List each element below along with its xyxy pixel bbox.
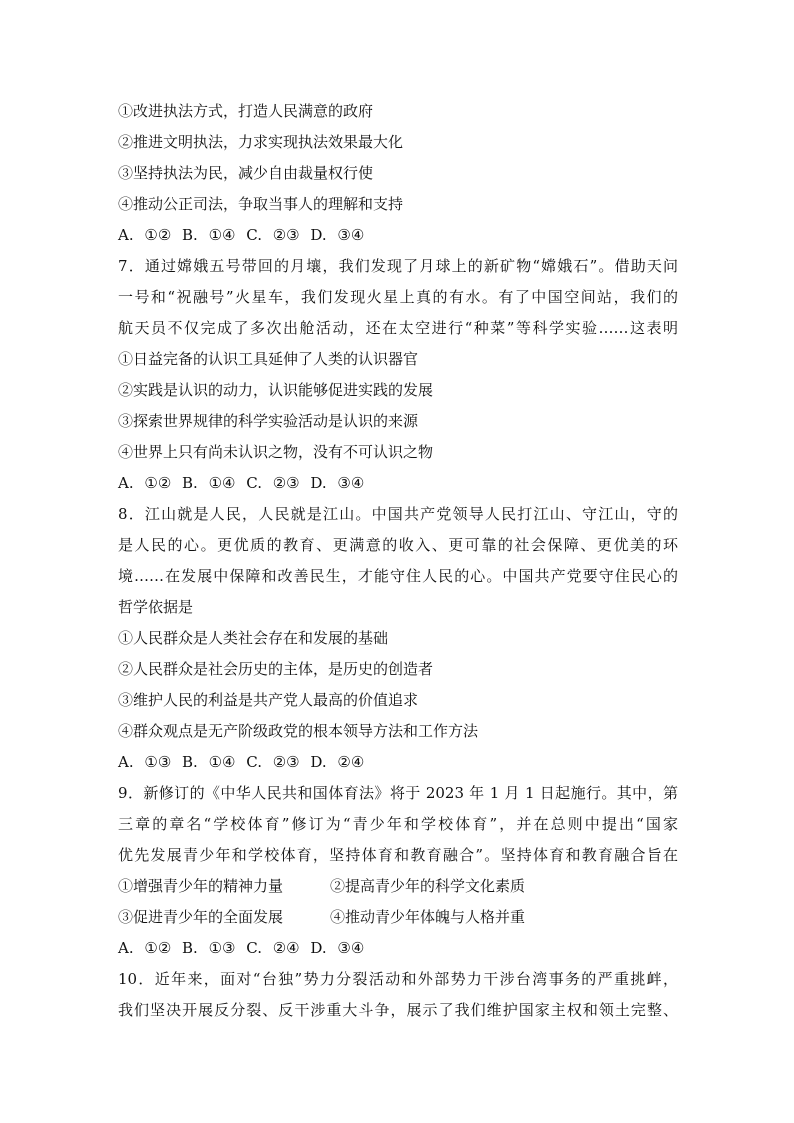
question-6 [118,96,678,251]
option-4: ④群众观点是无产阶级政党的根本领导方法和工作方法 [118,722,479,740]
option-3: ③维护人民的利益是共产党人最高的价值追求 [118,691,419,709]
option-1: ①日益完备的认识工具延伸了人类的认识器官 [118,350,419,368]
option-2: ②提高青少年的科学文化素质 [330,877,526,895]
answer-choices: A. ①② B. ①④ C. ②③ D. ③④ [118,474,365,492]
question-stem-line: 我们坚决开展反分裂、反干涉重大斗争，展示了我们维护国家主权和领土完整、 [118,1001,678,1019]
answer-choices: A. ①③ B. ①④ C. ②③ D. ②④ [118,753,365,771]
question-stem-line: 7．通过嫦娥五号带回的月壤，我们发现了月球上的新矿物“嫦娥石”。借助天问 [118,257,678,275]
question-stem-line: 一号和“祝融号”火星车，我们发现火星上真的有水。有了中国空间站，我们的 [118,288,678,306]
answer-choices: A. ①② B. ①③ C. ②④ D. ③④ [118,939,365,957]
option-2: ②实践是认识的动力，认识能够促进实践的发展 [118,381,434,399]
option-4: ④世界上只有尚未认识之物，没有不可认识之物 [118,443,434,461]
option-2: ②推进文明执法，力求实现执法效果最大化 [118,133,404,151]
answer-choices: A. ①② B. ①④ C. ②③ D. ③④ [118,226,365,244]
option-3: ③探索世界规律的科学实验活动是认识的来源 [118,412,419,430]
question-stem-line: 哲学依据是 [118,598,194,616]
option-3: ③坚持执法为民，减少自由裁量权行使 [118,164,374,182]
question-stem-line: 航天员不仅完成了多次出舱活动，还在太空进行“种菜”等科学实验……这表明 [118,319,678,337]
option-row [118,902,678,933]
question-stem-line: 三章的章名“学校体育”修订为“青少年和学校体育”，并在总则中提出“国家 [118,815,678,833]
question-7 [118,251,678,499]
option-row [118,871,678,902]
question-9 [118,778,678,964]
question-stem-line: 境……在发展中保障和改善民生，才能守住人民的心。中国共产党要守住民心的 [118,567,678,585]
question-stem-line: 9．新修订的《中华人民共和国体育法》将于 2023 年 1 月 1 日起施行。其中，第 [118,784,678,802]
option-1: ①人民群众是人类社会存在和发展的基础 [118,629,389,647]
option-1: ①增强青少年的精神力量 [118,877,284,895]
question-stem-line: 10．近年来，面对“台独”势力分裂活动和外部势力干涉台湾事务的严重挑衅， [118,970,678,988]
option-1: ①改进执法方式，打造人民满意的政府 [118,102,374,120]
question-10 [118,964,678,1026]
question-stem-line: 是人民的心。更优质的教育、更满意的收入、更可靠的社会保障、更优美的环 [118,536,678,554]
exam-page [118,96,678,1026]
option-3: ③促进青少年的全面发展 [118,908,284,926]
question-8 [118,499,678,778]
option-4: ④推动青少年体魄与人格并重 [330,908,526,926]
option-4: ④推动公正司法，争取当事人的理解和支持 [118,195,404,213]
question-stem-line: 8．江山就是人民，人民就是江山。中国共产党领导人民打江山、守江山，守的 [118,505,678,523]
question-stem-line: 优先发展青少年和学校体育，坚持体育和教育融合”。坚持体育和教育融合旨在 [118,846,678,864]
option-2: ②人民群众是社会历史的主体，是历史的创造者 [118,660,434,678]
